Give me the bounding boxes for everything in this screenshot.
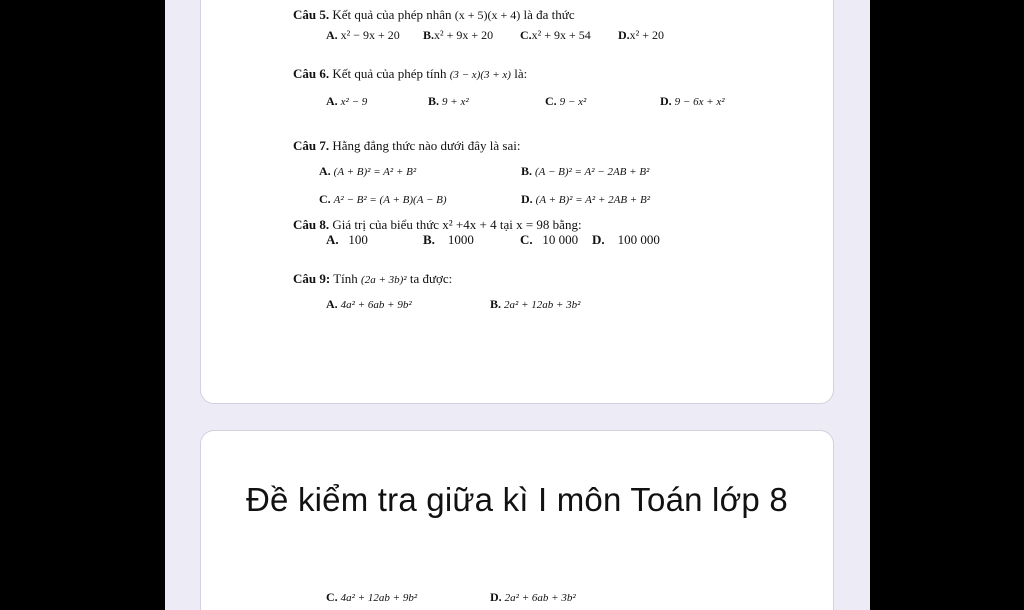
question-text: Kết quả của phép nhân: [332, 7, 452, 22]
option-c: C.x² + 9x + 54: [520, 28, 591, 42]
option-a: A. x² − 9x + 20: [326, 28, 400, 42]
question-suffix: là:: [514, 66, 528, 81]
option-c: C. 4a² + 12ab + 9b²: [326, 590, 418, 604]
option-d: D. 9 − 6x + x²: [660, 94, 725, 108]
question-7: [293, 138, 521, 154]
question-label: Câu 8.: [293, 217, 330, 232]
question-5: [293, 7, 575, 23]
option-a: A. x² − 9: [326, 94, 368, 108]
question-6: [293, 66, 527, 83]
option-b: B. (A − B)² = A² − 2AB + B²: [521, 164, 650, 178]
page-card-1: [200, 0, 834, 404]
option-d: D.x² + 20: [618, 28, 665, 42]
option-a: A. 100: [326, 232, 368, 247]
question-expr: (2a + 3b)²: [361, 274, 407, 286]
option-b: B. 1000: [423, 232, 474, 247]
option-a: A. 4a² + 6ab + 9b²: [326, 297, 412, 311]
option-d: D. 100 000: [592, 232, 660, 247]
question-8: [293, 217, 582, 233]
option-a: A. (A + B)² = A² + B²: [319, 164, 417, 178]
option-d: D. 2a² + 6ab + 3b²: [490, 590, 576, 604]
page-title: Đề kiểm tra giữa kì I môn Toán lớp 8: [246, 481, 788, 518]
question-text: Kết quả của phép tính: [332, 66, 447, 81]
document-viewport[interactable]: [165, 0, 870, 610]
question-label: Câu 5.: [293, 7, 330, 22]
option-c: C. 9 − x²: [545, 94, 587, 108]
question-suffix: ta được:: [409, 271, 453, 286]
option-c: C. 10 000: [520, 232, 579, 247]
option-b: B. 2a² + 12ab + 3b²: [490, 297, 581, 311]
question-suffix: là đa thức: [523, 7, 575, 22]
question-label: Câu 6.: [293, 66, 330, 81]
question-9: [293, 271, 452, 288]
question-text: Tính: [333, 271, 358, 286]
question-label: Câu 7.: [293, 138, 330, 153]
question-text: Hằng đẳng thức nào dưới đây là sai:: [332, 138, 521, 153]
option-d: D. (A + B)² = A² + 2AB + B²: [521, 192, 651, 206]
question-text: Giá trị của biểu thức x² +4x + 4 tại x = 98 bằng:: [332, 217, 582, 232]
option-b: B. 9 + x²: [428, 94, 469, 108]
question-expr: (x + 5)(x + 4): [454, 8, 521, 22]
option-b: B.x² + 9x + 20: [423, 28, 494, 42]
question-expr: (3 − x)(3 + x): [449, 69, 511, 81]
page-card-2: [200, 430, 834, 610]
option-c: C. A² − B² = (A + B)(A − B): [319, 192, 447, 206]
question-label: Câu 9:: [293, 271, 331, 286]
